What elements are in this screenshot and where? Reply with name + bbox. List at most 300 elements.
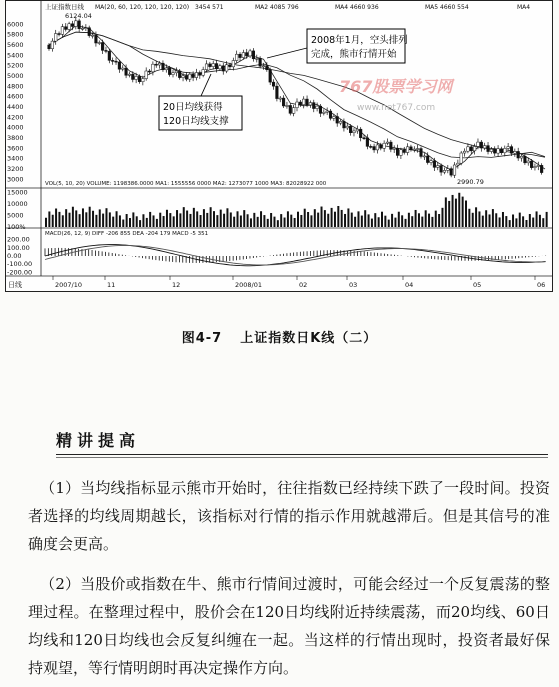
- volume-bar: [394, 218, 396, 227]
- volume-bar: [344, 214, 346, 227]
- volume-bar: [69, 213, 71, 227]
- figure-title: 上证指数日K线（二）: [240, 331, 378, 346]
- chart-frame: [6, 1, 553, 292]
- candle-body: [302, 99, 305, 105]
- candle-body: [222, 66, 225, 71]
- candle-body: [376, 145, 379, 150]
- volume-tick-label: 15000: [7, 188, 28, 197]
- candle-body: [199, 73, 202, 76]
- candle-body: [467, 147, 470, 151]
- price-tick-label: 5800: [7, 30, 24, 39]
- annotation-line: 2008年1月，空头排列: [311, 35, 408, 46]
- candle-body: [406, 147, 409, 153]
- volume-bar: [237, 211, 239, 227]
- annotation-line: 完成，熊市行情开始: [311, 49, 397, 60]
- chart-header-ma: MA(20, 60, 120, 120, 120, 120): [95, 4, 190, 11]
- volume-bar: [65, 209, 67, 227]
- price-tick-label: 5400: [7, 51, 24, 60]
- price-tick-label: 3600: [7, 144, 24, 153]
- candle-body: [168, 68, 171, 75]
- volume-bar: [270, 213, 272, 227]
- candle-body: [259, 58, 262, 66]
- candle-body: [192, 74, 195, 77]
- volume-bar: [89, 207, 91, 227]
- volume-bar: [223, 214, 225, 227]
- candle-body: [128, 74, 131, 75]
- candle-body: [450, 169, 453, 176]
- volume-bar: [418, 213, 420, 227]
- candle-body: [172, 73, 175, 75]
- candle-body: [500, 149, 503, 153]
- candle-body: [403, 150, 406, 153]
- volume-bar: [364, 210, 366, 227]
- candle-body: [470, 147, 473, 151]
- volume-bar: [267, 219, 269, 227]
- candle-body: [457, 163, 460, 165]
- candle-body: [64, 27, 67, 30]
- candle-body: [396, 148, 399, 155]
- volume-bar: [257, 217, 259, 227]
- volume-bar: [381, 212, 383, 227]
- volume-bar: [509, 220, 511, 227]
- candle-body: [514, 151, 517, 153]
- volume-bar: [132, 212, 134, 227]
- volume-bar: [405, 219, 407, 227]
- volume-bar: [347, 208, 349, 227]
- candle-body: [289, 105, 292, 113]
- volume-bar: [250, 218, 252, 227]
- candle-body: [349, 126, 352, 133]
- candle-body: [323, 112, 326, 113]
- figure-caption: [0, 327, 559, 346]
- candle-body: [155, 64, 158, 65]
- volume-bar: [425, 210, 427, 227]
- candle-body: [142, 79, 145, 82]
- volume-bar: [112, 217, 114, 227]
- volume-bar: [55, 209, 57, 227]
- volume-bar: [317, 213, 319, 227]
- volume-bar: [368, 214, 370, 227]
- candle-body: [165, 68, 168, 70]
- volume-bar: [186, 211, 188, 227]
- candle-body: [493, 149, 496, 153]
- candle-body: [292, 108, 295, 114]
- candle-body: [423, 156, 426, 157]
- paragraph-text: （2）当股价或指数在牛、熊市行情间过渡时，可能会经过一个反复震荡的整理过程。在整理过程中，股价会在120日均线附近持续震荡，而20均线、60日均线和120日均线也会反复纠缠在一起。当这样的行情出现时，投资者最好保持观望，等行情明朗时再决定操作方向。: [28, 575, 550, 677]
- candle-body: [78, 21, 81, 29]
- volume-bar: [495, 213, 497, 227]
- volume-bar: [505, 216, 507, 227]
- candle-body: [185, 76, 188, 79]
- volume-tick-label: 100%: [7, 223, 26, 231]
- candle-body: [527, 161, 530, 163]
- volume-bar: [310, 215, 312, 227]
- candle-body: [111, 60, 114, 61]
- volume-bar: [294, 218, 296, 227]
- volume-bar: [354, 217, 356, 227]
- candle-body: [255, 58, 258, 59]
- candle-body: [152, 64, 155, 72]
- candle-body: [413, 149, 416, 150]
- chart-header-value: MA4: [517, 4, 531, 11]
- candle-body: [299, 102, 302, 105]
- volume-bar: [435, 211, 437, 227]
- volume-bar: [273, 217, 275, 227]
- volume-bar: [210, 207, 212, 227]
- volume-bar: [85, 212, 87, 227]
- volume-bar: [321, 207, 323, 227]
- candle-body: [393, 148, 396, 149]
- candle-body: [507, 147, 510, 149]
- candle-body: [105, 50, 108, 51]
- price-tick-label: 4000: [7, 123, 24, 132]
- candle-body: [346, 126, 349, 128]
- price-tick-label: 5000: [7, 72, 24, 81]
- candle-body: [353, 131, 356, 133]
- volume-bar: [109, 212, 111, 227]
- candle-body: [443, 170, 446, 172]
- volume-bar: [462, 197, 464, 227]
- candle-body: [460, 153, 463, 163]
- candle-body: [426, 156, 429, 163]
- volume-bar: [99, 209, 101, 227]
- volume-bar: [529, 214, 531, 227]
- volume-bar: [163, 216, 165, 227]
- price-tick-label: 3800: [7, 134, 24, 143]
- price-tick-label: 3200: [7, 165, 24, 174]
- volume-bar: [331, 208, 333, 227]
- volume-bar: [58, 212, 60, 227]
- candle-body: [202, 70, 205, 76]
- volume-bar: [102, 214, 104, 227]
- candle-body: [71, 24, 74, 27]
- volume-bar: [116, 211, 118, 227]
- candle-body: [359, 129, 362, 138]
- candle-body: [188, 74, 191, 79]
- candle-body: [215, 64, 218, 69]
- candle-body: [510, 147, 513, 154]
- volume-bar: [75, 210, 77, 227]
- volume-bar: [139, 220, 141, 227]
- candle-body: [162, 63, 165, 70]
- candle-body: [383, 143, 386, 148]
- x-tick-label: 2008/01: [235, 281, 263, 289]
- candle-body: [145, 71, 148, 79]
- section-rule: [56, 457, 548, 458]
- candle-body: [390, 142, 393, 149]
- volume-bar: [357, 211, 359, 227]
- candle-body: [225, 65, 228, 71]
- watermark-url: www.net767.com: [357, 103, 436, 113]
- volume-bar: [334, 212, 336, 227]
- candle-body: [520, 156, 523, 158]
- candle-body: [477, 142, 480, 146]
- volume-bar: [146, 218, 148, 227]
- volume-bar: [173, 216, 175, 227]
- candle-body: [178, 71, 181, 78]
- candle-body: [205, 64, 208, 70]
- volume-bar: [472, 213, 474, 227]
- candle-body: [121, 68, 124, 69]
- volume-bar: [92, 211, 94, 227]
- volume-bar: [183, 207, 185, 227]
- volume-bar: [300, 215, 302, 227]
- volume-tick-label: 5000: [7, 211, 24, 220]
- macd-tick-label: 200.00: [7, 235, 30, 244]
- candle-body: [463, 151, 466, 153]
- volume-bar: [468, 209, 470, 227]
- volume-bar: [149, 212, 151, 227]
- paragraph-text: （1）当均线指标显示熊市开始时，往往指数已经持续下跌了一段时间。投资者选择的均线周期越长，该指标对行情的指示作用就越滞后。但是其信号的准确度会更高。: [28, 479, 550, 553]
- volume-bar: [388, 220, 390, 227]
- candle-body: [182, 76, 185, 78]
- x-tick-label: 04: [405, 281, 414, 289]
- candle-body: [537, 165, 540, 166]
- candle-body: [68, 24, 71, 30]
- volume-bar: [136, 216, 138, 227]
- volume-bar: [522, 216, 524, 227]
- candle-body: [326, 111, 329, 112]
- volume-bar: [421, 217, 423, 227]
- price-tick-label: 4200: [7, 113, 24, 122]
- chart-header-value: MA2 4085 796: [255, 4, 299, 11]
- volume-bar: [374, 213, 376, 227]
- candle-body: [530, 161, 533, 168]
- candle-body: [245, 53, 248, 56]
- volume-bar: [206, 213, 208, 227]
- volume-bar: [445, 197, 447, 227]
- high-label: 6124.04: [65, 12, 92, 20]
- volume-bar: [263, 215, 265, 227]
- volume-bar: [337, 206, 339, 227]
- candle-body: [356, 129, 359, 131]
- volume-bar: [142, 214, 144, 227]
- candle-body: [282, 98, 285, 106]
- candle-body: [125, 68, 128, 75]
- candle-body: [410, 147, 413, 150]
- volume-bar: [428, 214, 430, 227]
- volume-bar: [240, 216, 242, 227]
- volume-bar: [156, 219, 158, 227]
- annotation-line: 20日均线获得: [163, 102, 223, 113]
- candle-body: [503, 148, 506, 152]
- candle-body: [276, 86, 279, 98]
- volume-bar: [384, 216, 386, 227]
- candle-body: [58, 34, 61, 35]
- volume-bar: [203, 209, 205, 227]
- candle-body: [118, 62, 121, 69]
- candle-body: [329, 111, 332, 118]
- volume-bar: [512, 214, 514, 227]
- candle-body: [249, 51, 252, 56]
- candle-body: [175, 71, 178, 73]
- candle-body: [51, 41, 54, 49]
- volume-bar: [216, 215, 218, 227]
- volume-bar: [196, 211, 198, 227]
- volume-bar: [243, 210, 245, 227]
- volume-bar: [455, 199, 457, 227]
- volume-bar: [153, 215, 155, 227]
- candle-body: [473, 146, 476, 150]
- volume-bar: [475, 207, 477, 227]
- candle-body: [195, 73, 198, 78]
- candle-body: [239, 54, 242, 57]
- candle-body: [343, 121, 346, 128]
- paragraph: [28, 570, 550, 682]
- candle-body: [309, 103, 312, 105]
- volume-bar: [431, 217, 433, 227]
- price-tick-label: 4800: [7, 82, 24, 91]
- volume-bar: [398, 212, 400, 227]
- volume-bar: [482, 216, 484, 227]
- volume-bar: [119, 215, 121, 227]
- volume-bar: [408, 213, 410, 227]
- volume-bar: [189, 214, 191, 227]
- candle-body: [252, 51, 255, 59]
- candle-body: [266, 66, 269, 70]
- candle-body: [101, 43, 104, 51]
- volume-bar: [52, 215, 54, 227]
- chart-header-value: MA4 4660 936: [335, 4, 379, 11]
- volume-bar: [401, 215, 403, 227]
- candle-body: [48, 45, 51, 49]
- candle-body: [85, 28, 88, 29]
- volume-bar: [129, 218, 131, 227]
- candle-body: [54, 34, 57, 42]
- candle-body: [497, 149, 500, 153]
- volume-header: VOL(5, 10, 20) VOLUME: 1198386.0000 MA1: 1555556 0000 MA2: 1273077 1000 MA3: 82028922 000: [45, 181, 327, 187]
- candle-body: [400, 150, 403, 156]
- candle-body: [229, 65, 232, 67]
- candle-body: [373, 147, 376, 150]
- volume-bar: [253, 213, 255, 227]
- candle-body: [98, 43, 101, 44]
- volume-bar: [247, 214, 249, 227]
- kline-chart: [5, 0, 553, 292]
- chart-header-value: MA5 4660 554: [425, 4, 469, 11]
- volume-bar: [458, 193, 460, 227]
- volume-bar: [452, 195, 454, 227]
- macd-header: MACD(26, 12, 9) DIFF -206 855 DEA -204 179 MACD -5 351: [45, 231, 209, 237]
- volume-bar: [45, 218, 47, 227]
- candle-body: [296, 102, 299, 108]
- x-tick-label: 05: [473, 281, 482, 289]
- candle-body: [483, 146, 486, 148]
- candle-body: [430, 161, 433, 163]
- candle-body: [440, 166, 443, 173]
- macd-tick-label: -100.00: [7, 260, 33, 269]
- candle-body: [81, 28, 84, 29]
- volume-bar: [304, 209, 306, 227]
- volume-bar: [260, 211, 262, 227]
- candle-body: [91, 35, 94, 36]
- candle-body: [433, 161, 436, 168]
- candle-body: [480, 142, 483, 148]
- volume-bar: [361, 216, 363, 227]
- price-tick-label: 5600: [7, 41, 24, 50]
- candle-body: [158, 63, 161, 65]
- volume-bar: [176, 210, 178, 227]
- volume-bar: [48, 211, 50, 227]
- volume-bar: [485, 210, 487, 227]
- volume-bar: [126, 214, 128, 227]
- candle-body: [524, 156, 527, 163]
- price-tick-label: 3000: [7, 175, 24, 184]
- candle-body: [540, 165, 543, 172]
- x-tick-label: 03: [349, 281, 358, 289]
- candle-body: [138, 76, 141, 81]
- volume-bar: [284, 218, 286, 227]
- annotation-line: 120日均线支撑: [163, 116, 229, 127]
- volume-bar: [166, 210, 168, 227]
- candle-body: [336, 117, 339, 124]
- candle-body: [286, 105, 289, 106]
- candle-body: [453, 165, 456, 175]
- volume-bar: [327, 214, 329, 227]
- candle-body: [312, 103, 315, 109]
- volume-bar: [465, 201, 467, 227]
- candle-body: [379, 145, 382, 148]
- candle-body: [148, 71, 151, 72]
- x-tick-label: 11: [107, 281, 116, 289]
- volume-bar: [489, 214, 491, 227]
- volume-bar: [378, 217, 380, 227]
- low-label: 2990.79: [457, 178, 484, 186]
- candle-body: [242, 53, 245, 58]
- volume-bar: [492, 209, 494, 227]
- x-tick-label: 06: [537, 281, 546, 289]
- candle-body: [135, 76, 138, 79]
- volume-bar: [415, 210, 417, 227]
- volume-bar: [72, 207, 74, 227]
- volume-bar: [502, 212, 504, 227]
- volume-bar: [105, 208, 107, 227]
- section-title: 精讲提高: [56, 431, 141, 450]
- candle-body: [219, 66, 222, 69]
- volume-bar: [351, 213, 353, 227]
- volume-bar: [341, 210, 343, 227]
- candle-body: [209, 64, 212, 67]
- volume-bar: [478, 211, 480, 227]
- volume-bar: [546, 212, 548, 227]
- candle-body: [490, 149, 493, 151]
- candle-body: [262, 66, 265, 67]
- volume-bar: [159, 213, 161, 227]
- x-tick-label: 12: [172, 281, 181, 289]
- volume-bar: [499, 217, 501, 227]
- volume-bar: [226, 208, 228, 227]
- candle-body: [369, 146, 372, 147]
- candle-body: [75, 21, 78, 27]
- volume-bar: [179, 213, 181, 227]
- candle-body: [232, 61, 235, 67]
- chart-header-value: 3454 571: [195, 4, 224, 11]
- figure-number: 图4-7: [181, 331, 223, 346]
- candle-body: [272, 82, 275, 86]
- volume-bar: [290, 215, 292, 227]
- candle-body: [269, 70, 272, 82]
- x-tick-label: 2007/10: [55, 281, 83, 289]
- candle-body: [61, 27, 64, 35]
- price-tick-label: 3400: [7, 154, 24, 163]
- volume-bar: [411, 216, 413, 227]
- volume-bar: [280, 214, 282, 227]
- candle-body: [279, 98, 282, 99]
- volume-bar: [297, 212, 299, 227]
- volume-bar: [82, 208, 84, 227]
- paragraph: [28, 474, 550, 558]
- candle-body: [235, 54, 238, 60]
